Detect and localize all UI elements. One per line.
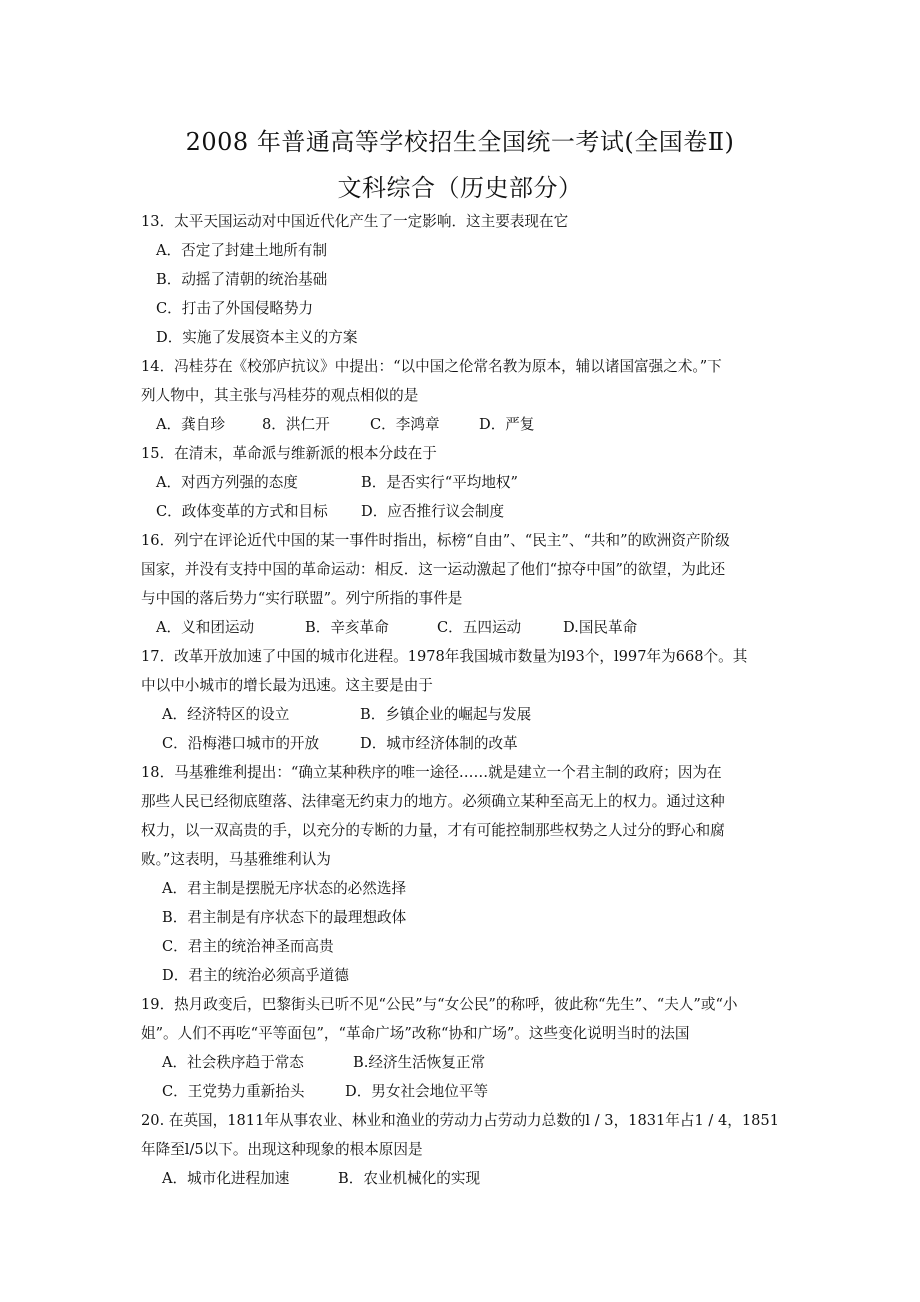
question-14-option-a: A．龚自珍 [156,416,225,433]
question-19-option-c: C．王党势力重新抬头 [162,1083,305,1100]
question-16-stem-line-2: 国家，并没有支持中国的革命运动：相反．这一运动激起了他们“掠夺中国”的欲望，为此还 [141,561,726,578]
question-17-stem-line-1: 17．改革开放加速了中国的城市化进程。1978年我国城市数量为l93个，l997年为668个。其 [141,648,748,665]
question-13-option-c: C．打击了外国侵略势力 [156,300,314,317]
question-14-stem-line-2: 列人物中，其主张与冯桂芬的观点相似的是 [141,387,419,404]
question-17-option-a: A．经济特区的设立 [162,706,290,723]
question-20-option-a: A．城市化进程加速 [162,1170,290,1187]
question-18-option-b: B．君主制是有序状态下的最理想政体 [162,909,407,926]
exam-title: 2008 年普通高等学校招生全国统一考试(全国卷Ⅱ) [185,128,735,156]
question-17-option-d: D．城市经济体制的改革 [360,735,518,752]
question-16-stem-line-1: 16．列宁在评论近代中国的某一事件时指出，标榜“自由”、“民主”、“共和”的欧洲资产阶级 [141,532,730,549]
question-16-option-b: B．辛亥革命 [305,619,389,636]
question-18-option-c: C．君主的统治神圣而高贵 [162,938,334,955]
question-17-option-b: B．乡镇企业的崛起与发展 [360,706,532,723]
question-20-stem-line-2: 年降至l/5以下。出现这种现象的根本原因是 [141,1141,423,1158]
question-18-stem-line-1: 18．马基雅维利提出：“确立某种秩序的唯一途径……就是建立一个君主制的政府；因为在 [141,764,722,781]
question-16-option-a: A．义和团运动 [156,619,255,636]
question-13-option-b: B．动摇了清朝的统治基础 [156,271,328,288]
question-16-option-c: C．五四运动 [437,619,522,636]
question-16-option-d: D.国民革命 [563,619,638,636]
question-18-option-a: A．君主制是摆脱无序状态的必然选择 [162,880,407,897]
exam-subtitle: 文科综合（历史部分） [337,174,583,202]
question-15-option-b: B．是否实行“平均地权” [361,474,518,491]
question-13-stem: 13．太平天国运动对中国近代化产生了一定影响．这主要表现在它 [141,213,569,230]
question-13-option-d: D．实施了发展资本主义的方案 [156,329,358,346]
question-18-stem-line-2: 那些人民已经彻底堕落、法律毫无约束力的地方。必须确立某种至高无上的权力。通过这种 [141,793,725,810]
question-19-option-d: D．男女社会地位平等 [345,1083,489,1100]
question-16-stem-line-3: 与中国的落后势力“实行联盟”。列宁所指的事件是 [141,590,463,607]
question-19-option-a: A．社会秩序趋于常态 [162,1054,304,1071]
question-14-stem-line-1: 14．冯桂芬在《校邠庐抗议》中提出：“以中国之伦常名教为原本，辅以诸国富强之术。”下 [141,358,722,375]
question-18-stem-line-3: 权力，以一双高贵的手，以充分的专断的力量，才有可能控制那些权势之人过分的野心和腐 [141,822,725,839]
question-13-option-a: A．否定了封建土地所有制 [156,242,328,259]
question-14-option-d: D．严复 [479,416,535,433]
question-19-stem-line-2: 姐”。人们不再吃“平等面包”，“革命广场”改称“协和广场”。这些变化说明当时的法国 [141,1025,690,1042]
question-17-stem-line-2: 中以中小城市的增长最为迅速。这主要是由于 [141,677,433,694]
question-18-stem-line-4: 败。”这表明，马基雅维利认为 [141,851,331,868]
question-20-stem-line-1: 20. 在英国，1811年从事农业、林业和渔业的劳动力占劳动力总数的l / 3，1831年占1 / 4，1851 [141,1112,779,1129]
question-19-option-b: B.经济生活恢复正常 [353,1054,486,1071]
question-15-stem: 15．在清末，革命派与维新派的根本分歧在于 [141,445,437,462]
question-17-option-c: C．沿梅港口城市的开放 [162,735,320,752]
question-19-stem-line-1: 19．热月政变后，巴黎街头已听不见“公民”与“女公民”的称呼，彼此称“先生”、“夫人”或“小 [141,996,738,1013]
question-18-option-d: D．君主的统治必须高乎道德 [162,967,349,984]
question-15-option-c: C．政体变革的方式和目标 [156,503,328,520]
question-15-option-a: A．对西方列强的态度 [156,474,298,491]
question-15-option-d: D．应否推行议会制度 [361,503,505,520]
question-14-option-b: 8．洪仁开 [262,416,330,433]
question-14-option-c: C．李鸿章 [370,416,440,433]
question-20-option-b: B．农业机械化的实现 [338,1170,481,1187]
